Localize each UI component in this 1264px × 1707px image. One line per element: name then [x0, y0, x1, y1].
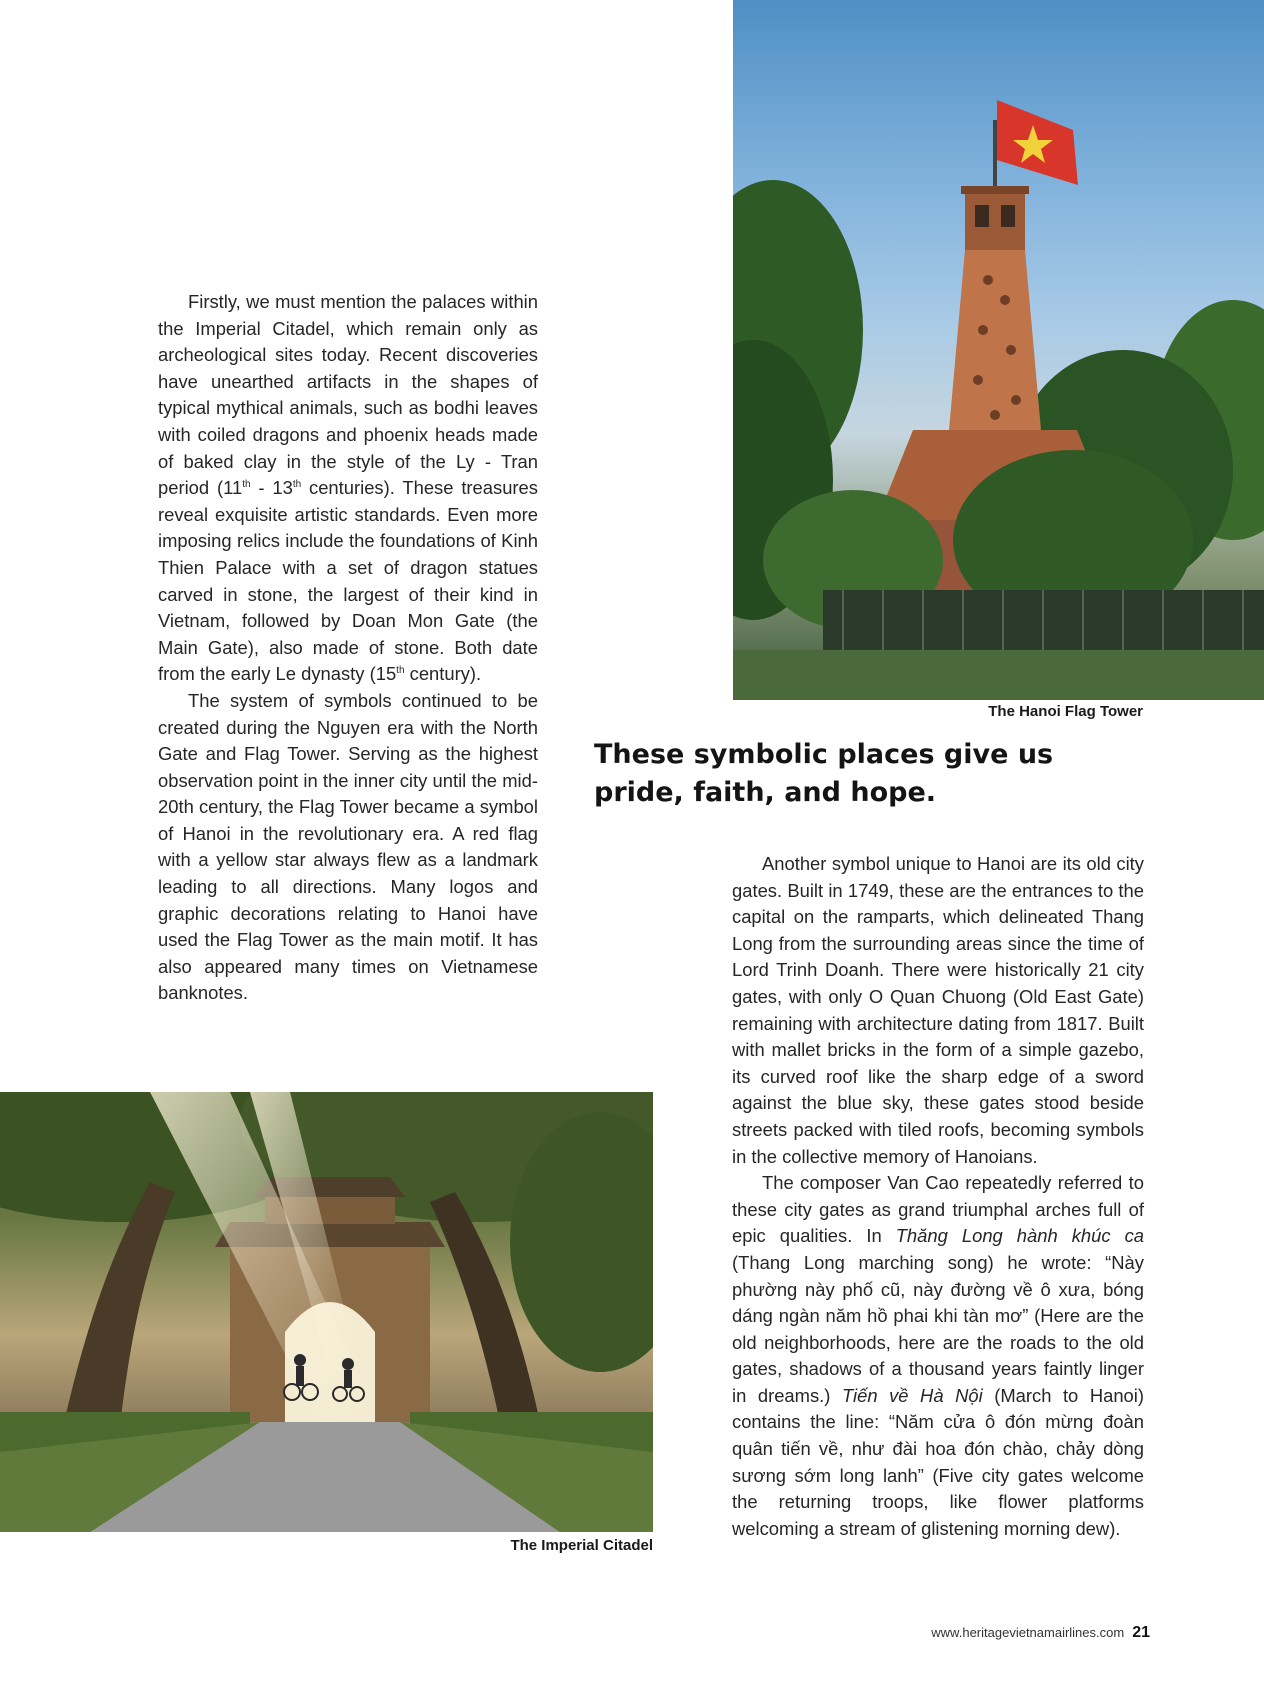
imperial-citadel-photo	[0, 1092, 653, 1532]
flag-tower-illustration	[733, 0, 1264, 700]
imperial-citadel-caption: The Imperial Citadel	[510, 1537, 653, 1554]
flag-tower-photo	[733, 0, 1264, 700]
page-number: 21	[1132, 1624, 1150, 1641]
right-text-column	[732, 851, 1144, 1542]
pull-quote: These symbolic places give us pride, faith, and hope.	[594, 739, 1054, 808]
website-url: www.heritagevietnamairlines.com	[931, 1625, 1125, 1640]
flag-tower-caption: The Hanoi Flag Tower	[988, 703, 1143, 720]
left-text-column	[158, 289, 538, 1007]
song-title-tien-ve-ha-noi: Tiến về Hà Nội	[841, 1384, 983, 1406]
right-paragraph-1: Another symbol unique to Hanoi are its old city gates. Built in 1749, these are the entrances to the capital on the ramparts, which delineated Thang Long from the surrounding areas since the time of Lord Trinh Doanh. There were historically 21 city gates, with only O Quan Chuong (Old East Gate) remaining with architecture dating from 1817. Built with mallet bricks in the form of a simple gazebo, its curved roof like the sharp edge of a sword against the blue sky, these gates stood beside streets packed with tiled roofs, becoming symbols in the collective memory of Hanoians.	[732, 853, 1144, 1167]
left-paragraph-1: Firstly, we must mention the palaces within the Imperial Citadel, which remain only as archeological sites today. Recent discoveries have unearthed artifacts in the shapes of typical mythical animals, such as bodhi leaves with coiled dragons and phoenix heads made of baked clay in the style of the Ly - Tran period (11th - 13th centuries). These treasures reveal exquisite artistic standards. Even more imposing relics include the foundations of Kinh Thien Palace with a set of dragon statues carved in stone, the largest of their kind in Vietnam, followed by Doan Mon Gate (the Main Gate), also made of stone. Both date from the early Le dynasty (15th century).	[158, 291, 538, 685]
song-title-thang-long: Thăng Long hành khúc ca	[895, 1225, 1144, 1247]
imperial-citadel-illustration	[0, 1092, 653, 1532]
page-footer	[931, 1624, 1150, 1642]
right-paragraph-2: The composer Van Cao repeatedly referred to these city gates as grand triumphal arches full of epic qualities. In Thăng Long hành khúc ca (Thang Long marching song) he wrote: “Này phường này phố cũ, này đường về ô xưa, bóng dáng ngàn năm hồ phai khi tàn mơ” (Here are the old neighborhoods, here are the roads to the old gates, shadows of a thousand years faintly linger in dreams.) Tiến về Hà Nội (March to Hanoi) contains the line: “Năm cửa ô đón mừng đoàn quân tiến về, như đài hoa đón chào, chảy dòng sương sớm long lanh” (Five city gates welcome the returning troops, like flower platforms welcoming a stream of glistening morning dew).	[732, 1172, 1144, 1539]
left-paragraph-2: The system of symbols continued to be created during the Nguyen era with the North Gate and Flag Tower. Serving as the highest observation point in the inner city until the mid-20th century, the Flag Tower became a symbol of Hanoi in the revolutionary era. A red flag with a yellow star always flew as a landmark leading to all directions. Many logos and graphic decorations relating to Hanoi have used the Flag Tower as the main motif. It has also appeared many times on Vietnamese banknotes.	[158, 689, 538, 1004]
